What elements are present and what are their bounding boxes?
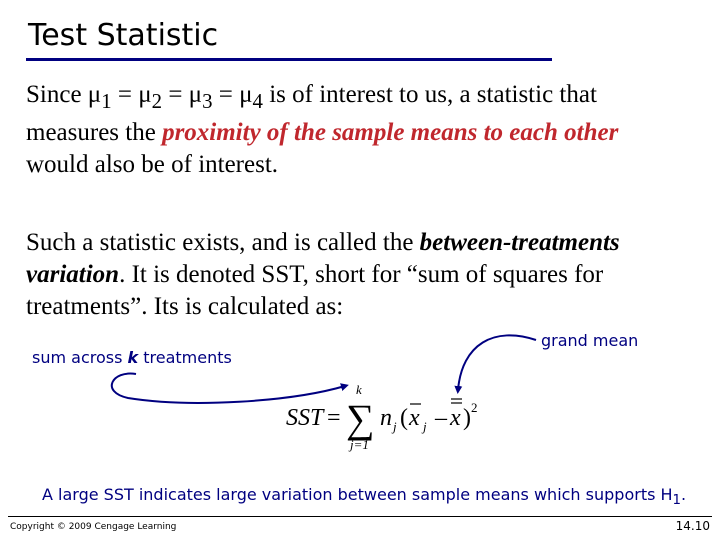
para1-line1: Since $\mu_1 = \mu_2 = \mu_3 = \mu_4$ is of interest to us, a statistic that [26,81,597,113]
formula-exponent: 2 [471,400,478,415]
callout-grand-mean: grand mean [541,331,639,350]
callout-sum-across: sum across k treatments [32,348,232,367]
footer-divider [8,516,712,517]
formula-sigma: ∑ [346,396,375,441]
para2-line3: treatments”. Its is calculated as: [26,293,344,320]
para2-line2: variation. It is denoted SST, short for “sum of squares for [26,261,604,288]
formula-xdoublebar: x [450,405,461,431]
para1-line3: would also be of interest. [26,151,279,178]
slide-title: Test Statistic [28,18,219,53]
formula-xbar: x [409,405,420,431]
para2-line1: Such a statistic exists, and is called the between-treatments [26,229,620,256]
formula-upper-limit: k [356,382,362,397]
slide-number: 14.10 [675,519,710,533]
formula-minus: – [435,405,447,431]
formula-sst: SST [286,405,324,431]
formula-sub-j-1: j [393,419,397,434]
copyright-text: Copyright © 2009 Cengage Learning [10,522,177,532]
conclusion-note: A large SST indicates large variation between sample means which supports $H_1$. [42,485,687,509]
formula-n: n [380,405,392,431]
formula-sub-j-2: j [423,419,427,434]
emphasis-proximity: proximity of the sample means to each other [162,119,619,146]
emphasis-between-treatments: between-treatments [419,229,620,256]
formula-equals: = [327,405,341,431]
formula-lower-limit: j=1 [350,437,369,452]
formula-rparen: ) [463,405,471,431]
emphasis-variation: variation [26,261,120,288]
para1-line2: measures the proximity of the sample means to each other [26,119,619,146]
formula-lparen: ( [400,405,408,431]
